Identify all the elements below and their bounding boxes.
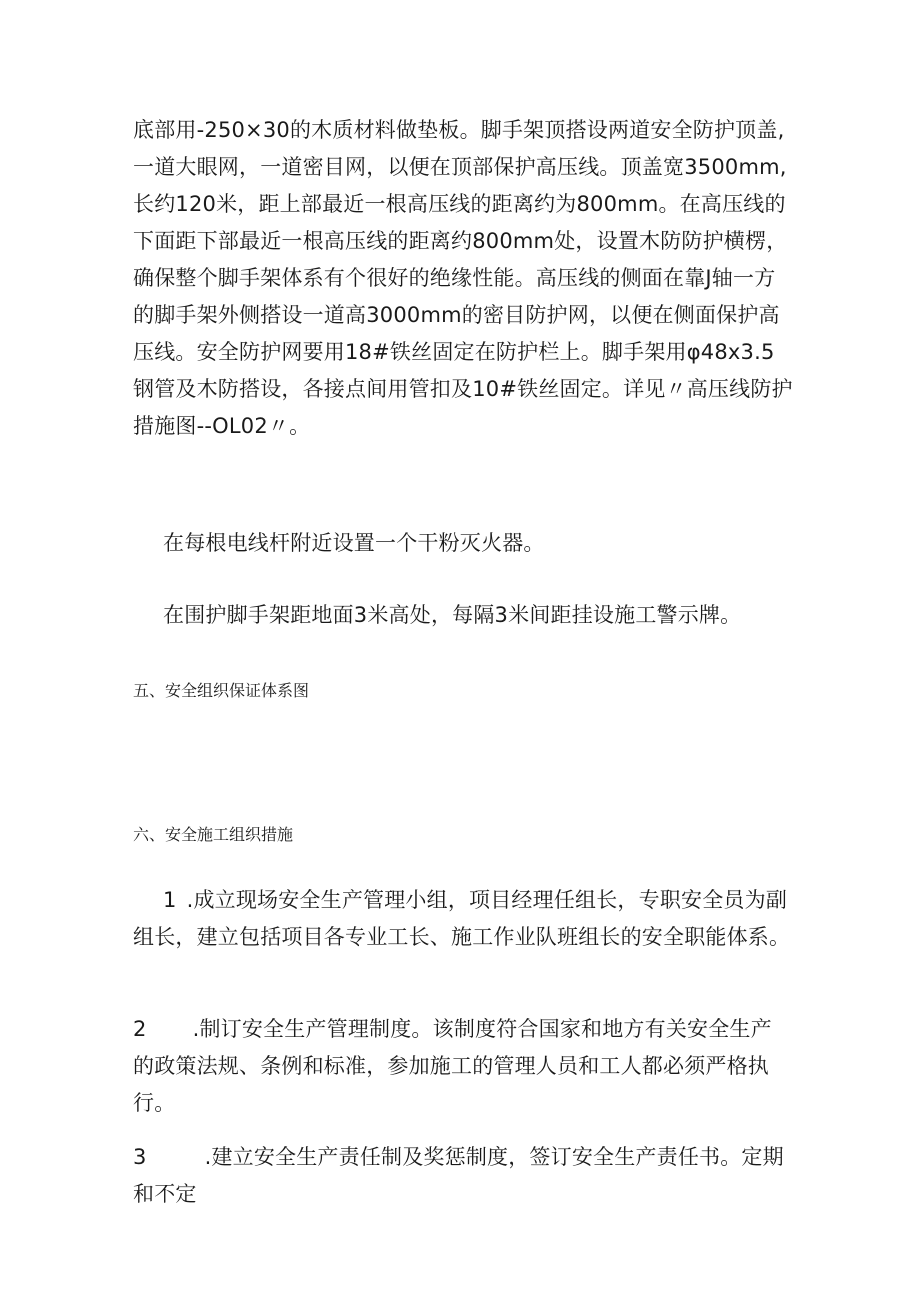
measure-text: .成立现场安全生产管理小组，项目经理任组长，专职安全员为副组长，建立包括项目各专业工长、施工作业队班组长的安全职能体系。	[133, 888, 791, 949]
measure-item-1	[133, 882, 793, 956]
measure-text: .建立安全生产责任制及奖惩制度，签订安全生产责任书。定期和不定	[133, 1145, 784, 1206]
section-five-heading: 五、安全组织保证体系图	[133, 681, 310, 700]
section-six-heading: 六、安全施工组织措施	[133, 825, 294, 844]
measure-item-3	[133, 1139, 793, 1213]
scaffold-protection-paragraph: 底部用-250×30的木质材料做垫板。脚手架顶搭设两道安全防护顶盖,一道大眼网，一道密目网，以便在顶部保护高压线。顶盖宽3500mm,长约120米，距上部最近一根高压线的距离约为800mm。在高压线的下面距下部最近一根高压线的距离约800mm处，设置木防防护横楞，确保整个脚手架体系有个很好的绝缘性能。高压线的侧面在靠J轴一方的脚手架外侧搭设一道高3000mm的密目防护网，以便在侧面保护高压线。安全防护网要用18#铁丝固定在防护栏上。脚手架用φ48x3.5钢管及木防搭设，各接点间用管扣及10#铁丝固定。详见〃高压线防护措施图--OL02〃。	[133, 118, 793, 438]
measure-number: 1	[163, 888, 177, 912]
measure-number: 3	[133, 1145, 147, 1169]
measure-number: 2	[133, 1017, 147, 1041]
measure-item-2	[133, 1011, 793, 1122]
measure-text: .制订安全生产管理制度。该制度符合国家和地方有关安全生产的政策法规、条例和标准，参加施工的管理人员和工人都必须严格执行。	[133, 1017, 772, 1115]
warning-signs-paragraph: 在围护脚手架距地面3米高处，每隔3米间距挂设施工警示牌。	[163, 603, 742, 627]
fire-extinguisher-paragraph: 在每根电线杆附近设置一个干粉灭火器。	[163, 531, 545, 555]
